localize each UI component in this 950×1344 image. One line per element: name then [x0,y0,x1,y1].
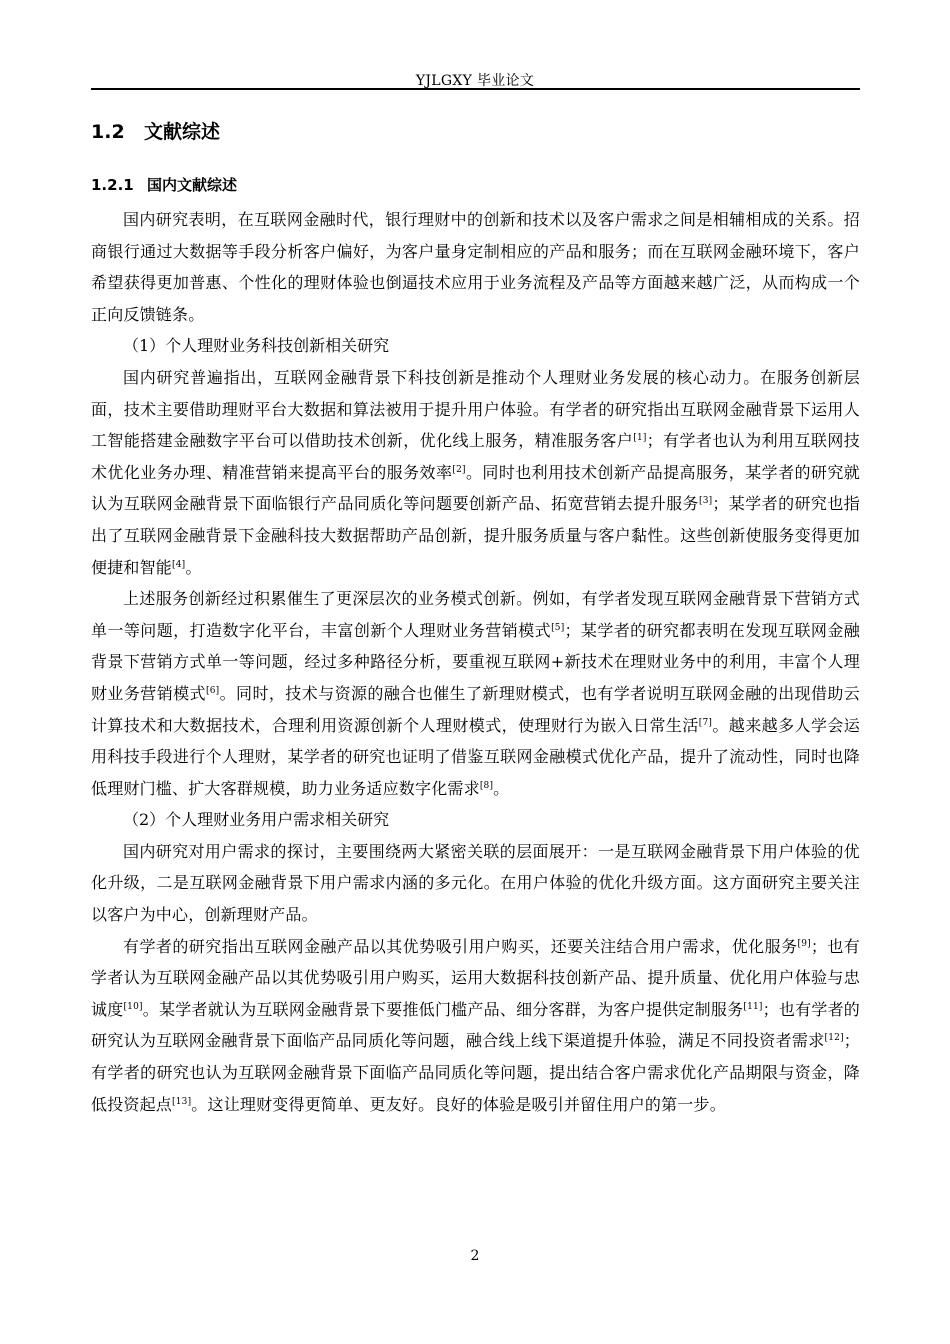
subsection-number: 1.2.1 [91,176,134,194]
paragraph-business-model: 上述服务创新经过积累催生了更深层次的业务模式创新。例如，有学者发现互联网金融背景下营销方式单一等问题，打造数字化平台，丰富创新个人理财业务营销模式[5]；某学者的研究都表明在发现互联网金融背景下营销方式单一等问题，经过多种路径分析，要重视互联网+新技术在理财业务中的利用，丰富个人理财业务营销模式[6]。同时，技术与资源的融合也催生了新理财模式，也有学者说明互联网金融的出现借助云计算技术和大数据技术，合理利用资源创新个人理财模式，使理财行为嵌入日常生活[7]。越来越多人学会运用科技手段进行个人理财，某学者的研究也证明了借鉴互联网金融模式优化产品，提升了流动性，同时也降低理财门槛、扩大客群规模，助力业务适应数字化需求[8]。 [91,589,860,798]
citation: [8] [479,780,494,791]
citation: [6] [206,685,220,696]
citation: [11] [743,1001,763,1012]
section-heading [91,112,860,152]
citation: [12] [824,1033,844,1044]
section-title: 文献综述 [144,121,221,143]
paragraph-intro: 国内研究表明，在互联网金融时代，银行理财中的创新和技术以及客户需求之间是相辅相成的关系。招商银行通过大数据等手段分析客户偏好，为客户量身定制相应的产品和服务；而在互联网金融环境下，客户希望获得更加普惠、个性化的理财体验也倒逼技术应用于业务流程及产品等方面越来越广泛，从而构成一个正向反馈链条。 [91,210,860,324]
page-number: 2 [470,1248,480,1264]
citation: [1] [633,433,647,444]
paragraph-user-needs: 国内研究对用户需求的探讨，主要围绕两大紧密关联的层面展开：一是互联网金融背景下用户体验的优化升级，二是互联网金融背景下用户需求内涵的多元化。在用户体验的优化升级方面。这方面研究主要关注以客户为中心，创新理财产品。 [91,841,860,925]
paragraph-user-experience: 有学者的研究指出互联网金融产品以其优势吸引用户购买，还要关注结合用户需求，优化服务[9]；也有学者认为互联网金融产品以其优势吸引用户购买，运用大数据科技创新产品、提升质量、优化用户体验与忠诚度[10]。某学者就认为互联网金融背景下要推低门槛产品、细分客群，为客户提供定制服务[11]；也有学者的研究认为互联网金融背景下面临产品同质化等问题，融合线上线下渠道提升体验，满足不同投资者需求[12]；有学者的研究也认为互联网金融背景下面临产品同质化等问题，提出结合客户需求优化产品期限与资金，降低投资起点[13]。这让理财变得更简单、更友好。良好的体验是吸引并留住用户的第一步。 [91,936,860,1114]
running-header: YJLGXY 毕业论文 [415,73,535,89]
section-number: 1.2 [91,121,125,143]
subsection-title: 国内文献综述 [147,176,238,194]
citation: [5] [551,622,565,633]
citation: [2] [452,464,466,475]
paragraph-tech-innovation: 国内研究普遍指出，互联网金融背景下科技创新是推动个人理财业务发展的核心动力。在服务创新层面，技术主要借助理财平台大数据和算法被用于提升用户体验。有学者的研究指出互联网金融背景下运用人工智能搭建金融数字平台可以借助技术创新，优化线上服务，精准服务客户[1]；有学者也认为利用互联网技术优化业务办理、精准营销来提高平台的服务效率[2]。同时也利用技术创新产品提高服务，某学者的研究就认为互联网金融背景下面临银行产品同质化等问题要创新产品、拓宽营销去提升服务[3]；某学者的研究也指出了互联网金融背景下金融科技大数据帮助产品创新，提升服务质量与客户黏性。这些创新使服务变得更加便捷和智能[4]。 [91,367,860,577]
subsection-heading [91,170,860,200]
citation: [3] [698,496,713,507]
subheading-tech-innovation: （1）个人理财业务科技创新相关研究 [123,336,390,356]
citation: [13] [172,1096,192,1107]
page-content [91,112,860,1120]
citation: [10] [123,1001,143,1012]
citation: [7] [698,717,713,728]
header-rule [91,88,860,90]
citation: [4] [172,559,186,570]
citation: [9] [797,938,811,949]
subheading-user-needs: （2）个人理财业务用户需求相关研究 [123,810,390,830]
